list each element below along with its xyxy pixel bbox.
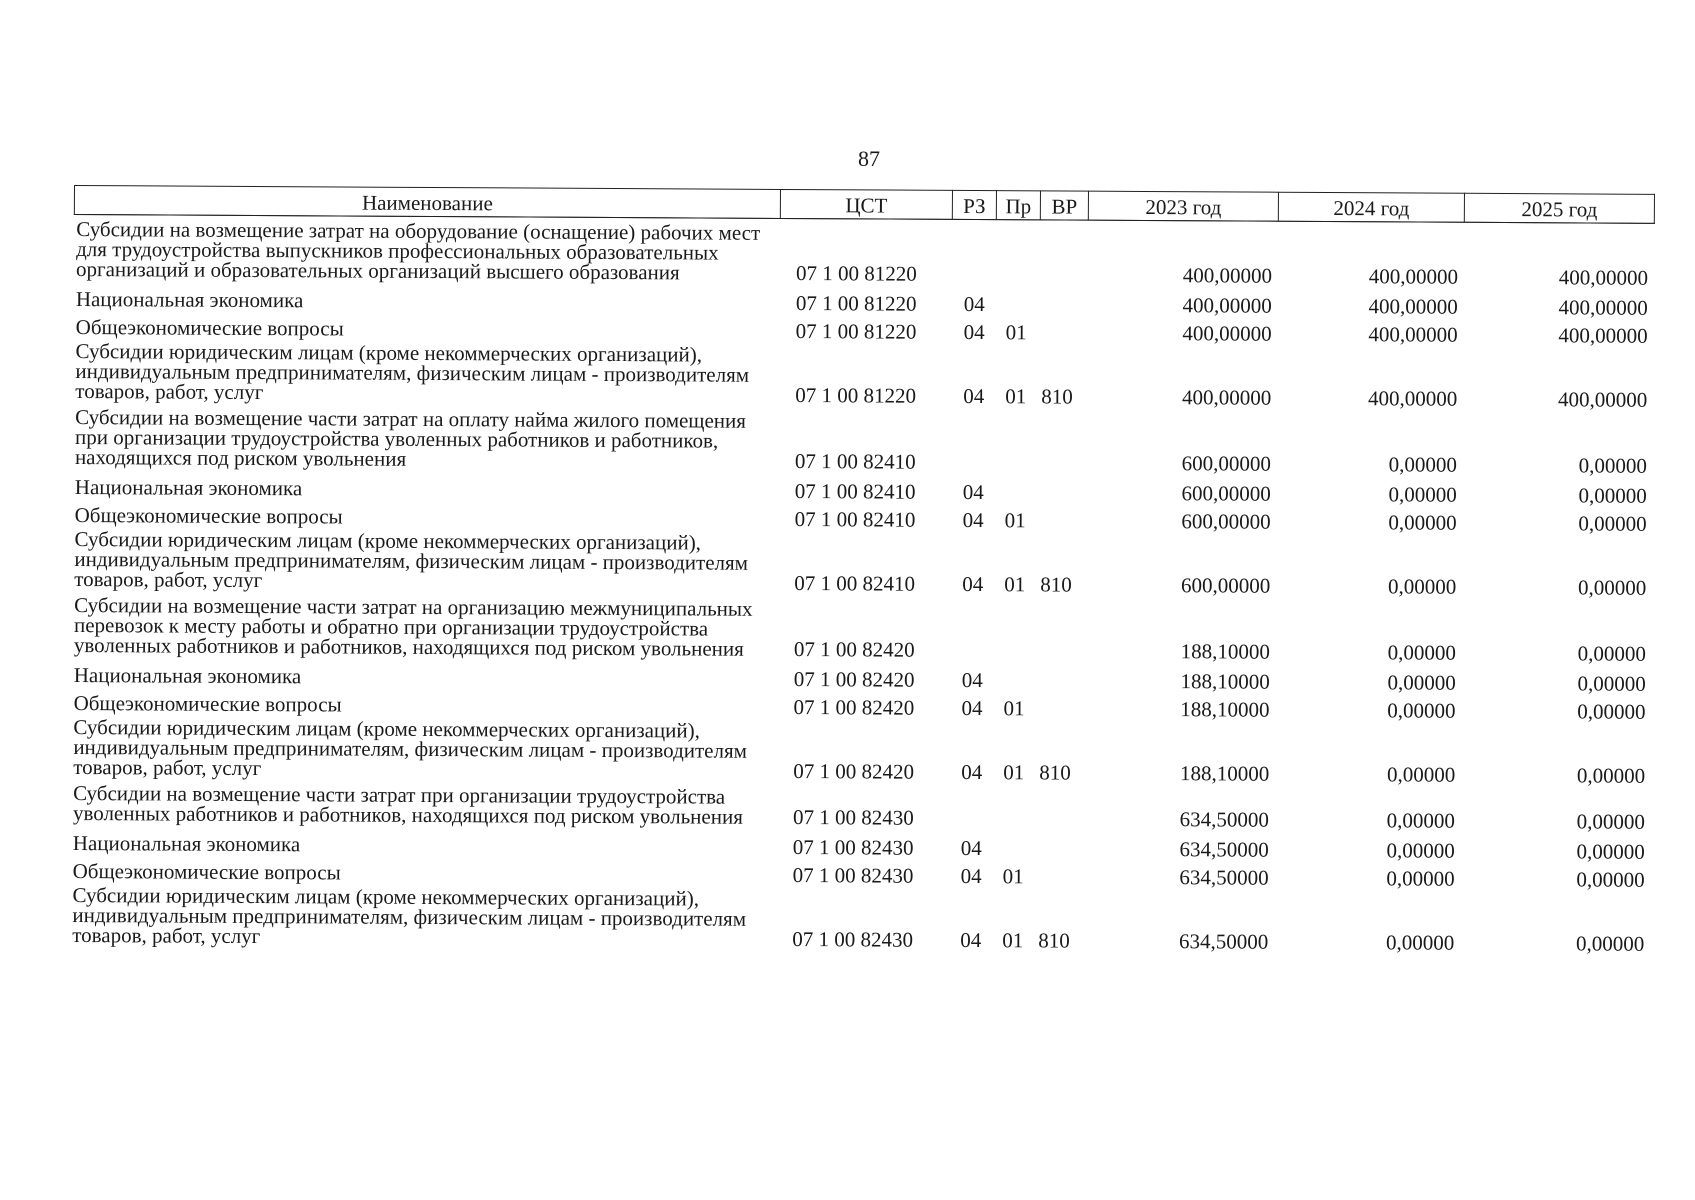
row-value-2025: 400,00000 [1558,295,1648,320]
header-pr: Пр [996,191,1040,220]
row-vr [1038,596,1086,662]
row-rz: 04 [962,507,984,533]
row-pr [994,596,1038,662]
row-value-2024: 0,00000 [1386,866,1455,891]
row-vr [1037,784,1085,830]
table-body [70,215,1654,956]
row-value-2023: 400,00000 [1182,263,1273,288]
row-cst: 07 1 00 82430 [792,863,914,888]
row-name: Национальная экономика [75,287,304,313]
row-rz: 04 [963,383,985,409]
row-rz: 04 [962,571,984,597]
row-vr [1037,858,1085,886]
row-name: Субсидии на возмещение затрат на оборудование (оснащение) рабочих мест для трудоустройства выпускников профессиональных образовательных организаций и образовательных организаций высшего образования [75,217,761,285]
row-rz: 04 [963,291,985,317]
row-value-2025: 0,00000 [1578,511,1647,536]
row-rz: 04 [962,479,984,505]
row-vr [1040,314,1088,342]
row-cst: 07 1 00 82410 [794,507,916,532]
row-pr: 01 [1003,696,1025,721]
row-value-2024: 0,00000 [1388,510,1457,535]
row-cst: 07 1 00 82420 [793,637,915,662]
row-cst: 07 1 00 82420 [793,667,915,692]
row-cst: 07 1 00 82430 [792,835,914,860]
row-vr [1039,408,1087,474]
row-vr: 810 [1039,760,1071,785]
row-name: Общеэкономические вопросы [74,503,343,529]
row-pr: 01 [1003,760,1025,785]
row-cst: 07 1 00 82410 [794,571,916,596]
row-pr: 01 [1002,864,1024,889]
header-2023: 2023 год [1088,191,1278,221]
row-rz [949,784,993,830]
row-value-2023: 600,00000 [1181,451,1272,476]
row-value-2024: 0,00000 [1388,452,1458,477]
row-value-2025: 0,00000 [1575,931,1645,956]
row-value-2023: 634,50000 [1179,837,1269,862]
row-pr [995,474,1039,502]
row-rz: 04 [960,863,982,889]
row-value-2025: 0,00000 [1578,453,1648,478]
row-name: Национальная экономика [74,475,303,501]
row-value-2024: 400,00000 [1368,294,1458,319]
row-name: Субсидии юридическим лицам (кроме некоммерческих организаций), индивидуальным предпринимателям, физическим лицам - производителям товаров, работ, услуг [72,883,747,949]
row-cst: 07 1 00 82420 [793,759,915,784]
row-rz [950,596,994,662]
row-rz: 04 [960,835,982,861]
header-vr: ВР [1040,191,1088,220]
row-name: Субсидии юридическим лицам (кроме некоммерческих организаций), индивидуальным предпринимателям, физическим лицам - производителям товаров, работ, услуг [73,715,748,781]
row-name: Общеэкономические вопросы [73,691,342,717]
row-cst: 07 1 00 82410 [794,479,916,504]
row-cst: 07 1 00 82430 [792,805,914,830]
row-pr [995,408,1039,474]
row-rz: 04 [961,667,983,693]
row-value-2023: 600,00000 [1181,481,1271,506]
row-vr [1040,286,1088,314]
row-vr [1040,220,1088,287]
table-row [74,215,1654,290]
row-rz: 04 [960,927,982,953]
row-cst: 07 1 00 82430 [792,927,914,952]
row-value-2023: 400,00000 [1182,293,1272,318]
table-row [72,591,1652,666]
row-value-2025: 400,00000 [1558,265,1649,290]
row-vr [1037,830,1085,858]
row-rz [952,219,996,286]
row-pr: 01 [1002,928,1024,953]
row-name: Субсидии на возмещение части затрат на организацию межмуниципальных перевозок к месту работы и обратно при организации трудоустройства уволенных работников и работников, находящихся под риском увольнения [73,593,753,661]
row-value-2025: 0,00000 [1577,671,1646,696]
row-value-2025: 400,00000 [1558,323,1648,348]
row-value-2025: 0,00000 [1576,763,1646,788]
row-value-2023: 400,00000 [1182,321,1272,346]
row-value-2023: 188,10000 [1179,761,1270,786]
row-name: Субсидии юридическим лицам (кроме некоммерческих организаций), индивидуальным предпринимателям, физическим лицам - производителям товаров, работ, услуг [74,527,749,593]
row-cst: 07 1 00 81220 [795,291,917,316]
row-value-2024: 400,00000 [1368,264,1459,289]
row-value-2024: 0,00000 [1385,930,1455,955]
row-name: Субсидии на возмещение части затрат при организации трудоустройства уволенных работников и работников, находящихся под риском увольнения [72,781,743,829]
row-value-2023: 188,10000 [1180,639,1270,664]
row-vr [1038,690,1086,718]
row-value-2023: 600,00000 [1181,509,1271,534]
row-value-2023: 634,50000 [1178,929,1269,954]
header-name: Наименование [74,186,780,219]
table-row [70,881,1650,956]
row-value-2023: 188,10000 [1180,697,1270,722]
row-cst: 07 1 00 82410 [794,449,916,474]
row-value-2023: 634,50000 [1179,865,1269,890]
row-pr: 01 [1005,320,1027,345]
row-value-2023: 600,00000 [1180,573,1271,598]
row-vr [1038,662,1086,690]
header-rz: РЗ [952,190,996,219]
row-value-2023: 188,10000 [1180,669,1270,694]
row-value-2025: 0,00000 [1577,699,1646,724]
row-pr [996,220,1040,287]
row-name: Общеэкономические вопросы [75,315,344,341]
row-vr [1039,502,1087,530]
row-pr [996,286,1040,314]
row-pr: 01 [1005,384,1027,409]
row-name: Национальная экономика [72,831,301,857]
budget-table [70,185,1655,956]
row-rz: 04 [961,695,983,721]
row-value-2023: 400,00000 [1182,385,1272,410]
row-value-2024: 0,00000 [1387,698,1456,723]
row-vr: 810 [1038,928,1070,953]
row-value-2024: 0,00000 [1386,808,1456,833]
table-row [73,403,1653,478]
row-name: Общеэкономические вопросы [72,859,341,885]
table-row [73,337,1653,412]
row-cst: 07 1 00 81220 [795,319,917,344]
row-pr [993,830,1037,858]
row-name: Субсидии юридическим лицам (кроме некоммерческих организаций), индивидуальным предпринимателям, физическим лицам - производителям товаров, работ, услуг [75,339,750,405]
table-row [71,713,1651,788]
row-name: Национальная экономика [73,663,302,689]
row-value-2025: 0,00000 [1577,575,1647,600]
row-value-2025: 0,00000 [1577,641,1646,666]
header-2024: 2024 год [1278,192,1464,222]
row-vr [1039,474,1087,502]
row-value-2024: 0,00000 [1386,838,1455,863]
row-rz: 04 [961,759,983,785]
row-value-2025: 0,00000 [1576,809,1646,834]
table-row [72,525,1652,600]
row-rz [951,408,995,474]
row-pr [994,662,1038,690]
header-cst: ЦСТ [780,189,952,219]
row-pr: 01 [1004,508,1026,533]
row-pr [993,784,1037,830]
row-cst: 07 1 00 81220 [795,261,917,286]
row-vr: 810 [1041,384,1073,409]
row-value-2025: 0,00000 [1576,867,1645,892]
row-value-2025: 0,00000 [1578,483,1647,508]
header-2025: 2025 год [1464,193,1654,223]
row-value-2024: 0,00000 [1387,574,1457,599]
page-number: 87 [858,146,880,171]
row-value-2025: 0,00000 [1576,839,1645,864]
row-value-2023: 634,50000 [1179,807,1270,832]
row-value-2024: 0,00000 [1388,482,1457,507]
row-name: Субсидии на возмещение части затрат на оплату найма жилого помещения при организации трудоустройства уволенных работников и работников, находящихся под риском увольнения [74,405,747,471]
table-row [71,779,1651,834]
row-cst: 07 1 00 81220 [795,383,917,408]
row-value-2025: 400,00000 [1558,387,1648,412]
row-pr: 01 [1004,572,1026,597]
row-value-2024: 0,00000 [1387,670,1456,695]
row-value-2024: 0,00000 [1386,762,1456,787]
row-value-2024: 400,00000 [1368,386,1458,411]
row-value-2024: 0,00000 [1387,640,1456,665]
row-rz: 04 [963,319,985,345]
row-vr: 810 [1040,572,1072,597]
row-value-2024: 400,00000 [1368,322,1458,347]
row-cst: 07 1 00 82420 [793,695,915,720]
